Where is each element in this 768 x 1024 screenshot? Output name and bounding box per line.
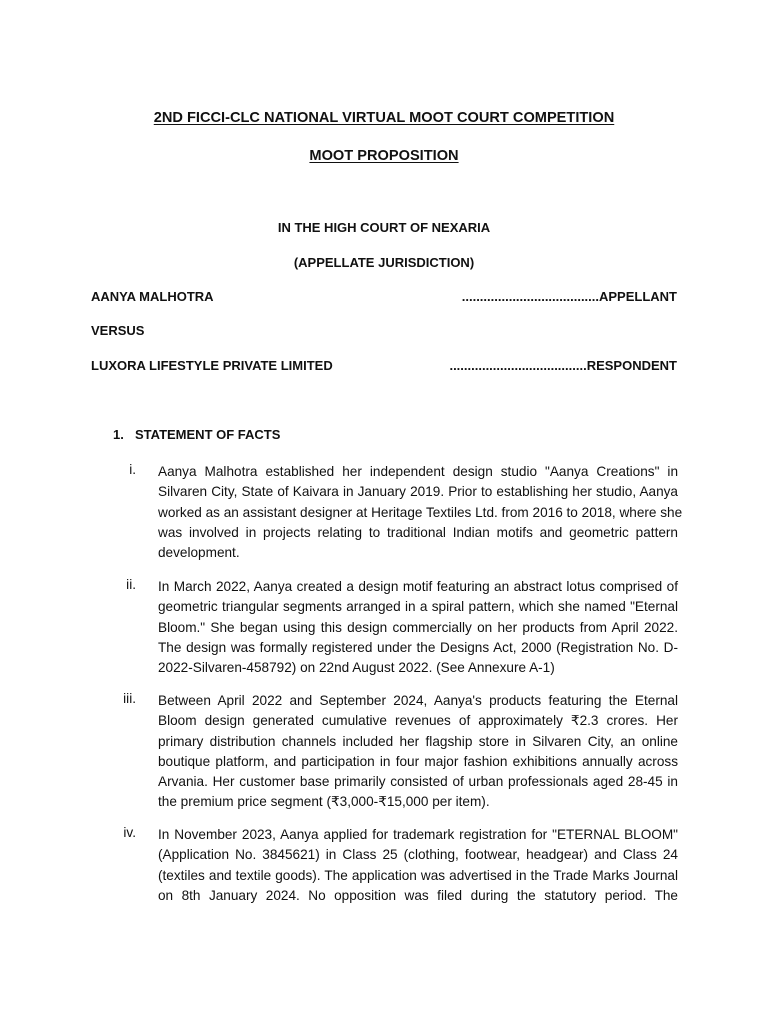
paragraph-line: In March 2022, Aanya created a design motif featuring an abstract lotus comprised of: [158, 579, 678, 594]
paragraph-i: [158, 462, 683, 563]
paragraph-line: (textiles and textile goods). The application was advertised in the Trade Marks Journal: [158, 867, 678, 883]
paragraph-iii: [158, 691, 678, 813]
paragraph-line: In November 2023, Aanya applied for trademark registration for "ETERNAL BLOOM": [158, 827, 678, 842]
paragraph-line: development.: [158, 545, 240, 561]
paragraph-numeral: ii.: [126, 577, 136, 592]
paragraph-line: 2022-Silvaren-458792) on 22nd August 2022. (See Annexure A-1): [158, 660, 555, 676]
section-heading: [113, 427, 280, 442]
versus-text: VERSUS: [91, 323, 145, 338]
paragraph-numeral: iii.: [123, 691, 136, 706]
competition-title-text: 2ND FICCI-CLC NATIONAL VIRTUAL MOOT COURT COMPETITION: [153, 110, 615, 126]
section-title-text: STATEMENT OF FACTS: [135, 427, 281, 442]
appellant-name: AANYA MALHOTRA: [91, 289, 214, 304]
respondent-label: ......................................RESPONDENT: [449, 358, 677, 373]
paragraph-line: the premium price segment (₹3,000-₹15,000 per item).: [158, 794, 490, 810]
paragraph-numeral: iv.: [123, 825, 136, 840]
paragraph-line: on 8th January 2024. No opposition was filed during the statutory period. The: [158, 887, 678, 903]
section-number: 1.: [113, 427, 124, 442]
paragraph-line: (Application No. 3845621) in Class 25 (clothing, footwear, headgear) and Class 24: [158, 847, 678, 863]
proposition-title: [0, 148, 768, 164]
paragraph-line: Arvania. Her customer base primarily consisted of urban professionals aged 28-45 in: [158, 774, 678, 790]
court-name: IN THE HIGH COURT OF NEXARIA: [277, 220, 491, 235]
paragraph-line: Bloom." She began using this design commercially on her products from April 2022.: [158, 619, 678, 635]
paragraph-line: Bloom design generated cumulative revenues of approximately ₹2.3 crores. Her: [158, 713, 678, 729]
paragraph-line: geometric triangular segments arranged in a spiral pattern, which she named "Eternal: [158, 599, 678, 615]
competition-title: [0, 110, 768, 126]
appellant-label: ......................................APPELLANT: [461, 289, 677, 304]
paragraph-line: The design was formally registered under the Designs Act, 2000 (Registration No. D-: [158, 639, 678, 655]
paragraph-line: primary distribution channels included her flagship store in Silvaren City, an online: [158, 733, 678, 749]
paragraph-line: Between April 2022 and September 2024, Aanya's products featuring the Eternal: [158, 693, 678, 708]
paragraph-line: Silvaren City, State of Kaivara in January 2019. Prior to establishing her studio, Aanya: [158, 484, 678, 500]
paragraph-line: Aanya Malhotra established her independent design studio "Aanya Creations" in: [158, 464, 678, 479]
paragraph-line: boutique platform, and participation in four major fashion exhibitions annually across: [158, 753, 678, 769]
respondent-name: LUXORA LIFESTYLE PRIVATE LIMITED: [91, 358, 333, 373]
paragraph-ii: [158, 577, 678, 678]
court-jurisdiction: (APPELLATE JURISDICTION): [293, 255, 475, 270]
paragraph-line: was involved in projects relating to traditional Indian motifs and geometric pattern: [158, 524, 678, 540]
paragraph-iv: [158, 825, 678, 906]
paragraph-line: worked as an assistant designer at Heritage Textiles Ltd. from 2016 to 2018, where she: [158, 504, 683, 520]
proposition-title-text: MOOT PROPOSITION: [309, 148, 459, 164]
paragraph-numeral: i.: [129, 462, 136, 477]
